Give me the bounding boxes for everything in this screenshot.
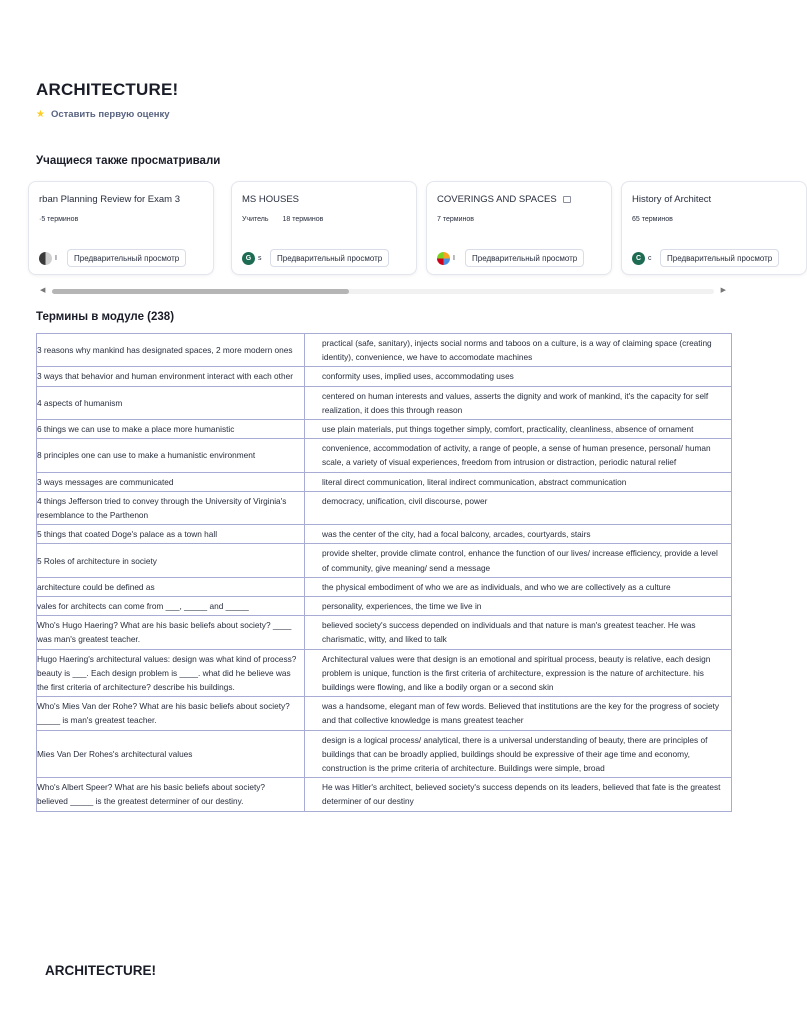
carousel-scrollbar[interactable]: [36, 285, 730, 298]
definition-text: democracy, unification, civil discourse, power: [305, 491, 732, 524]
card-term-count: 18 терминов: [282, 216, 324, 223]
definition-text: believed society's success depended on individuals and that nature is man's greatest teacher. He was charismatic, witty, and liked to talk: [305, 616, 732, 649]
term-text: Mies Van Der Rohes's architectural values: [37, 730, 305, 778]
teacher-badge: Учитель: [242, 216, 269, 223]
term-text: Hugo Haering's architectural values: design was what kind of process? beauty is ___. Each design problem is ____. what did he believe was the first criteria of architecture? describe his buildings.: [37, 649, 305, 697]
card-title: History of Architect: [632, 194, 712, 205]
term-text: vales for architects can come from ___, _____ and _____: [37, 597, 305, 616]
scrollbar-track[interactable]: [52, 289, 714, 294]
card-username: s: [258, 254, 262, 262]
term-text: 4 things Jefferson tried to convey through the University of Virginia's resemblance to the Parthenon: [37, 491, 305, 524]
also-viewed-title: Учащиеся также просматривали: [36, 155, 221, 167]
card-username: I: [453, 254, 455, 262]
term-row: [37, 420, 732, 439]
term-row: [37, 730, 732, 778]
card-username: I: [55, 254, 57, 262]
card-term-count: 65 терминов: [632, 216, 673, 223]
avatar: [39, 252, 52, 265]
term-row: [37, 544, 732, 577]
footer-title: ARCHITECTURE!: [45, 963, 156, 978]
avatar: G: [242, 252, 255, 265]
preview-button[interactable]: Предварительный просмотр: [660, 249, 779, 267]
definition-text: Architectural values were that design is an emotional and spiritual process, beauty is relative, each design problem is unique, function is the first criteria of architecture, expression is the nature of architecture. his buildings were flowing, and like a bodily organ or a second skin: [305, 649, 732, 697]
rating-label: Оставить первую оценку: [50, 109, 170, 120]
definition-text: personality, experiences, the time we live in: [305, 597, 732, 616]
study-set-card[interactable]: [621, 181, 807, 275]
term-row: [37, 778, 732, 811]
term-row: [37, 334, 732, 367]
definition-text: convenience, accommodation of activity, a range of people, a sense of human presence, personal/ human scale, a variety of visual experiences, freedom from intrusion or distraction, periodic natural relief: [305, 439, 732, 472]
definition-text: use plain materials, put things together simply, comfort, practicality, cleanliness, absence of ornament: [305, 420, 732, 439]
term-text: Who's Albert Speer? What are his basic beliefs about society? believed _____ is the greatest determiner of our destiny.: [37, 778, 305, 811]
term-text: 6 things we can use to make a place more humanistic: [37, 420, 305, 439]
definition-text: the physical embodiment of who we are as individuals, and who we are collectively as a culture: [305, 577, 732, 596]
scrollbar-thumb[interactable]: [52, 289, 349, 294]
card-title: COVERINGS AND SPACES: [437, 194, 571, 205]
preview-button[interactable]: Предварительный просмотр: [67, 249, 186, 267]
definition-text: was the center of the city, had a focal balcony, arcades, courtyards, stairs: [305, 525, 732, 544]
card-username: c: [648, 254, 652, 262]
card-term-count: ·5 терминов: [39, 216, 79, 223]
term-text: architecture could be defined as: [37, 577, 305, 596]
term-row: [37, 367, 732, 386]
card-title: MS HOUSES: [242, 194, 300, 205]
study-set-card[interactable]: [231, 181, 417, 275]
term-text: 4 aspects of humanism: [37, 386, 305, 419]
terms-section-title: Термины в модуле (238): [36, 311, 175, 323]
term-row: [37, 491, 732, 524]
term-text: Who's Hugo Haering? What are his basic beliefs about society? ____ was man's greatest teacher.: [37, 616, 305, 649]
definition-text: conformity uses, implied uses, accommodating uses: [305, 367, 732, 386]
star-icon: ★: [36, 109, 45, 120]
study-set-card[interactable]: [28, 181, 214, 275]
avatar: [437, 252, 450, 265]
definition-text: centered on human interests and values, asserts the dignity and work of mankind, it's the capacity for self realization, it does this through reason: [305, 386, 732, 419]
term-row: [37, 597, 732, 616]
term-row: [37, 697, 732, 730]
term-row: [37, 649, 732, 697]
card-term-count: 7 терминов: [437, 216, 474, 223]
study-set-card[interactable]: [426, 181, 612, 275]
term-row: [37, 616, 732, 649]
term-text: 3 ways messages are communicated: [37, 472, 305, 491]
term-row: [37, 577, 732, 596]
term-text: 8 principles one can use to make a humanistic environment: [37, 439, 305, 472]
term-text: 5 Roles of architecture in society: [37, 544, 305, 577]
term-row: [37, 472, 732, 491]
definition-text: literal direct communication, literal indirect communication, abstract communication: [305, 472, 732, 491]
definition-text: provide shelter, provide climate control, enhance the function of our lives/ increase efficiency, provide a level of community, give meaning/ send a message: [305, 544, 732, 577]
definition-text: design is a logical process/ analytical, there is a universal understanding of beauty, there are principles of buildings that can be broadly applied, buildings should be expressive of their age time and economy, construction is the prime criteria of architecture. Buildings were simple, broad: [305, 730, 732, 778]
also-viewed-carousel[interactable]: [36, 180, 773, 278]
card-title: rban Planning Review for Exam 3: [39, 194, 180, 205]
term-row: [37, 439, 732, 472]
definition-text: He was Hitler's architect, believed society's success depends on its leaders, believed that fate is the greatest determiner of our destiny: [305, 778, 732, 811]
term-text: 3 ways that behavior and human environment interact with each other: [37, 367, 305, 386]
term-row: [37, 386, 732, 419]
avatar: C: [632, 252, 645, 265]
preview-button[interactable]: Предварительный просмотр: [465, 249, 584, 267]
term-text: 5 things that coated Doge's palace as a town hall: [37, 525, 305, 544]
term-text: 3 reasons why mankind has designated spaces, 2 more modern ones: [37, 334, 305, 367]
definition-text: was a handsome, elegant man of few words. Believed that institutions are the key for the progress of society and that collective knowledge is mans greatest teacher: [305, 697, 732, 730]
preview-button[interactable]: Предварительный просмотр: [270, 249, 389, 267]
page-title: ARCHITECTURE!: [36, 80, 179, 99]
term-text: Who's Mies Van der Rohe? What are his basic beliefs about society? _____ is man's greatest teacher.: [37, 697, 305, 730]
terms-table: [36, 333, 732, 812]
definition-text: practical (safe, sanitary), injects social norms and taboos on a culture, is a way of claiming space (creating identity), convenience, we have to accomodate machines: [305, 334, 732, 367]
image-icon: [563, 196, 571, 203]
term-row: [37, 525, 732, 544]
scroll-left-icon[interactable]: ◀: [40, 287, 46, 294]
card-meta: [242, 216, 323, 223]
rate-first-link[interactable]: [36, 109, 170, 120]
scroll-right-icon[interactable]: ▶: [720, 287, 726, 294]
